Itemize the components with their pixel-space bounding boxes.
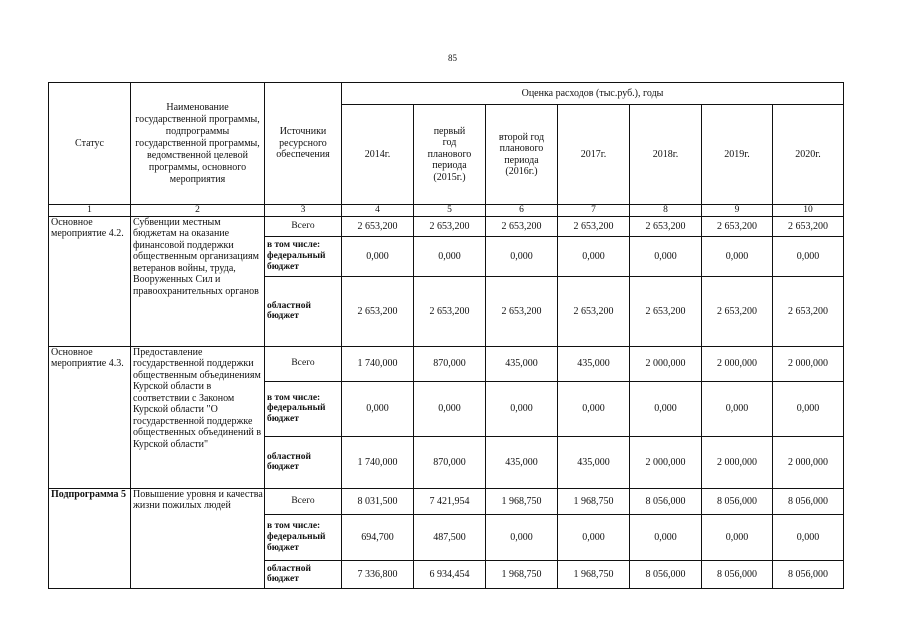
- table-row: [49, 488, 844, 514]
- value-cell: 2 000,000: [630, 346, 702, 381]
- value-cell: 2 653,200: [773, 276, 844, 346]
- value-cell: 2 653,200: [558, 276, 630, 346]
- value-cell: 2 653,200: [630, 216, 702, 236]
- table-row: [49, 216, 844, 236]
- source-cell: областной бюджет: [265, 560, 342, 588]
- header-sources: Источники ресурсного обеспечения: [265, 83, 342, 205]
- value-cell: 0,000: [342, 236, 414, 276]
- value-cell: 0,000: [630, 381, 702, 436]
- budget-table: [48, 82, 844, 589]
- value-cell: 2 653,200: [630, 276, 702, 346]
- value-cell: 0,000: [773, 236, 844, 276]
- source-cell: областной бюджет: [265, 436, 342, 488]
- value-cell: 870,000: [414, 436, 486, 488]
- value-cell: 2 000,000: [702, 346, 773, 381]
- value-cell: 2 000,000: [702, 436, 773, 488]
- header-year: первый год планового периода (2015г.): [414, 105, 486, 205]
- value-cell: 2 000,000: [773, 436, 844, 488]
- column-number: 2: [131, 205, 265, 217]
- value-cell: 435,000: [486, 436, 558, 488]
- value-cell: 1 968,750: [558, 488, 630, 514]
- value-cell: 2 653,200: [558, 216, 630, 236]
- value-cell: 8 031,500: [342, 488, 414, 514]
- value-cell: 8 056,000: [773, 560, 844, 588]
- header-year: 2020г.: [773, 105, 844, 205]
- value-cell: 0,000: [486, 514, 558, 560]
- header-status: Статус: [49, 83, 131, 205]
- value-cell: 2 653,200: [414, 276, 486, 346]
- value-cell: 435,000: [558, 346, 630, 381]
- status-cell: Основное мероприятие 4.3.: [49, 346, 131, 488]
- value-cell: 0,000: [486, 381, 558, 436]
- value-cell: 1 740,000: [342, 346, 414, 381]
- value-cell: 870,000: [414, 346, 486, 381]
- value-cell: 2 653,200: [414, 216, 486, 236]
- column-number: 7: [558, 205, 630, 217]
- source-cell: областной бюджет: [265, 276, 342, 346]
- source-cell: в том числе: федеральный бюджет: [265, 236, 342, 276]
- header-name: Наименование государственной программы, подпрограммы государственной программы, ведомственной целевой программы, основного мероприятия: [131, 83, 265, 205]
- column-number: 4: [342, 205, 414, 217]
- source-cell: в том числе: федеральный бюджет: [265, 381, 342, 436]
- column-number: 9: [702, 205, 773, 217]
- value-cell: 6 934,454: [414, 560, 486, 588]
- source-cell: в том числе: федеральный бюджет: [265, 514, 342, 560]
- value-cell: 435,000: [558, 436, 630, 488]
- value-cell: 1 968,750: [486, 488, 558, 514]
- header-year: 2017г.: [558, 105, 630, 205]
- value-cell: 1 968,750: [558, 560, 630, 588]
- value-cell: 0,000: [630, 514, 702, 560]
- value-cell: 8 056,000: [702, 560, 773, 588]
- value-cell: 0,000: [558, 381, 630, 436]
- value-cell: 487,500: [414, 514, 486, 560]
- value-cell: 2 653,200: [486, 276, 558, 346]
- status-cell: Подпрограмма 5: [49, 488, 131, 588]
- value-cell: 1 740,000: [342, 436, 414, 488]
- value-cell: 0,000: [558, 236, 630, 276]
- column-number: 10: [773, 205, 844, 217]
- value-cell: 0,000: [630, 236, 702, 276]
- source-cell: Всего: [265, 216, 342, 236]
- value-cell: 0,000: [773, 514, 844, 560]
- value-cell: 7 336,800: [342, 560, 414, 588]
- value-cell: 694,700: [342, 514, 414, 560]
- value-cell: 0,000: [558, 514, 630, 560]
- value-cell: 8 056,000: [773, 488, 844, 514]
- name-cell: Предоставление государственной поддержки общественным объединениям Курской области в соответствии с Законом Курской области "О государственной поддержке общественных объединений в Курской области": [131, 346, 265, 488]
- value-cell: 2 653,200: [486, 216, 558, 236]
- value-cell: 8 056,000: [630, 488, 702, 514]
- value-cell: 1 968,750: [486, 560, 558, 588]
- header-year: 2019г.: [702, 105, 773, 205]
- value-cell: 2 653,200: [702, 276, 773, 346]
- value-cell: 2 653,200: [342, 276, 414, 346]
- value-cell: 0,000: [702, 381, 773, 436]
- header-year: 2014г.: [342, 105, 414, 205]
- value-cell: 435,000: [486, 346, 558, 381]
- column-number: 6: [486, 205, 558, 217]
- header-row-1: [49, 83, 844, 105]
- header-expenses: Оценка расходов (тыс.руб.), годы: [342, 83, 844, 105]
- value-cell: 0,000: [773, 381, 844, 436]
- column-numbers-row: [49, 205, 844, 217]
- value-cell: 2 653,200: [773, 216, 844, 236]
- header-year: 2018г.: [630, 105, 702, 205]
- page-number: 85: [448, 53, 457, 63]
- value-cell: 2 653,200: [342, 216, 414, 236]
- name-cell: Субвенции местным бюджетам на оказание финансовой поддержки общественным организациям ветеранов войны, труда, Вооруженных Сил и правоохранительных органов: [131, 216, 265, 346]
- value-cell: 8 056,000: [630, 560, 702, 588]
- value-cell: 0,000: [342, 381, 414, 436]
- value-cell: 8 056,000: [702, 488, 773, 514]
- status-cell: Основное мероприятие 4.2.: [49, 216, 131, 346]
- value-cell: 2 000,000: [773, 346, 844, 381]
- name-cell: Повышение уровня и качества жизни пожилых людей: [131, 488, 265, 588]
- column-number: 1: [49, 205, 131, 217]
- value-cell: 2 000,000: [630, 436, 702, 488]
- header-year: второй год планового периода (2016г.): [486, 105, 558, 205]
- column-number: 3: [265, 205, 342, 217]
- value-cell: 0,000: [702, 236, 773, 276]
- source-cell: Всего: [265, 488, 342, 514]
- column-number: 8: [630, 205, 702, 217]
- column-number: 5: [414, 205, 486, 217]
- value-cell: 0,000: [702, 514, 773, 560]
- table-row: [49, 346, 844, 381]
- value-cell: 2 653,200: [702, 216, 773, 236]
- value-cell: 0,000: [486, 236, 558, 276]
- value-cell: 7 421,954: [414, 488, 486, 514]
- value-cell: 0,000: [414, 236, 486, 276]
- value-cell: 0,000: [414, 381, 486, 436]
- source-cell: Всего: [265, 346, 342, 381]
